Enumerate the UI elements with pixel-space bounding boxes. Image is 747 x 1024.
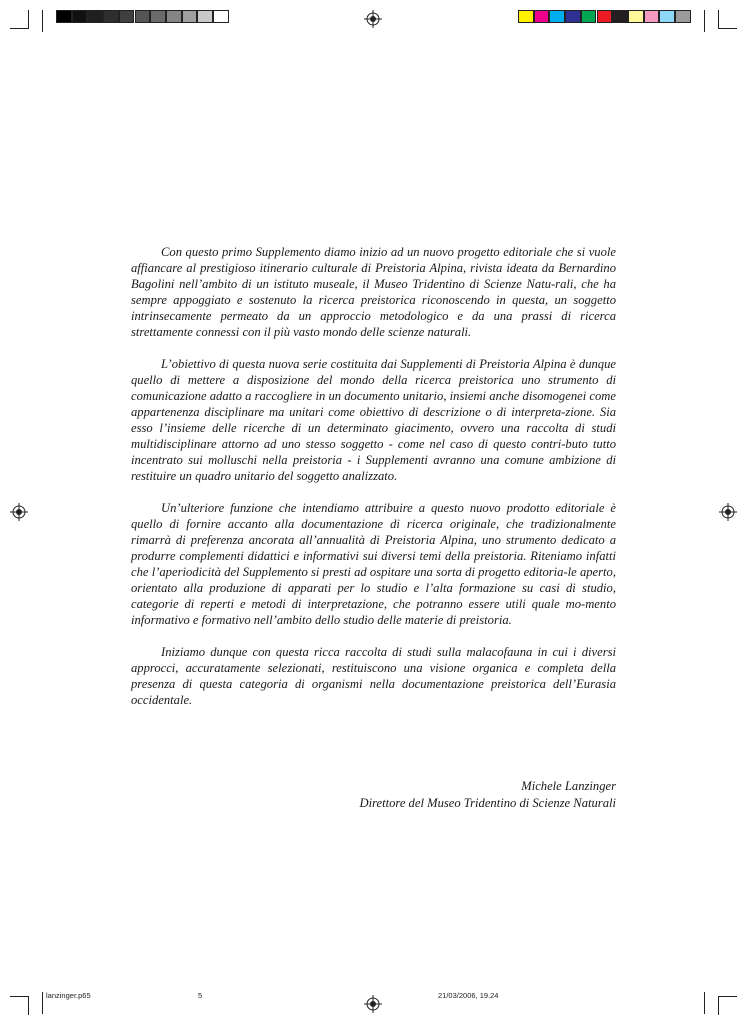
color-swatch [56, 10, 72, 23]
paragraph: Iniziamo dunque con questa ricca raccolta di studi sulla malacofauna in cui i diversi approcci, accuratamente selezionati, restituiscono una visione organica e completa della presenza di questa categoria di organismi nella documentazione preistorica dell’Eurasia occidentale. [131, 645, 616, 707]
signature-name: Michele Lanzinger [521, 779, 616, 793]
footer-datetime: 21/03/2006, 19.24 [438, 991, 499, 1000]
crop-mark [10, 28, 29, 29]
color-swatch [213, 10, 229, 23]
color-swatch [150, 10, 166, 23]
color-swatch [103, 10, 119, 23]
color-swatch [549, 10, 565, 23]
crop-mark [704, 992, 705, 1014]
color-swatch [87, 10, 103, 23]
registration-mark-icon [364, 995, 382, 1013]
color-swatch [581, 10, 597, 23]
crop-mark [704, 10, 705, 32]
crop-mark [10, 996, 29, 997]
crop-mark [28, 996, 29, 1015]
color-swatch [675, 10, 691, 23]
signature-block [359, 778, 616, 812]
crop-mark [718, 996, 719, 1015]
color-swatch [166, 10, 182, 23]
color-swatch [119, 10, 135, 23]
crop-mark [28, 10, 29, 29]
crop-mark [718, 996, 737, 997]
color-swatch [72, 10, 88, 23]
footer-page-number: 5 [198, 991, 203, 1000]
crop-mark [42, 10, 43, 32]
paragraph: Con questo primo Supplemento diamo inizio ad un nuovo progetto editoriale che si vuole affiancare al prestigioso itinerario culturale di Preistoria Alpina, rivista ideata da Bernardino Bagolini nell’ambito di un istituto museale, il Museo Tridentino di Scienze Natu-rali, che ha sempre appoggiato e sostenuto la ricerca preistorica riconoscendo in questa, un soggetto intrinsecamente permeato da un approccio metodologico e da una prassi di ricerca strettamente connessi con il più vasto mondo delle scienze naturali. [131, 245, 616, 339]
registration-mark-icon [719, 503, 737, 521]
color-swatch [659, 10, 675, 23]
crop-mark [42, 992, 43, 1014]
color-swatch [628, 10, 644, 23]
footer-filename: lanzinger.p65 [46, 991, 91, 1000]
color-swatch [612, 10, 628, 23]
registration-mark-icon [10, 503, 28, 521]
color-swatch [518, 10, 534, 23]
signature-title: Direttore del Museo Tridentino di Scienze Naturali [359, 796, 616, 810]
paragraph: Un’ulteriore funzione che intendiamo attribuire a questo nuovo prodotto editoriale è quello di fornire accanto alla documentazione di ricerca originale, che tradizionalmente rimarrà di preferenza ancorata all’annualità di Preistoria Alpina, uno strumento dedicato a produrre complementi didattici e informativi sui diversi temi della preistoria. Riteniamo infatti che l’aperiodicità del Supplemento si presti ad ospitare una sorta di progetto editoria-le aperto, orientato alla produzione di apparati per lo studio e l’alta formazione su casi di studio, categorie di reperti e metodi di interpretazione, che potranno essere utili quale mo-mento informativo e formativo nell’ambito dello studio delle materie di preistoria. [131, 501, 616, 627]
registration-mark-icon [364, 10, 382, 28]
color-swatch [135, 10, 151, 23]
crop-mark [718, 10, 719, 29]
paragraph: L’obiettivo di questa nuova serie costituita dai Supplementi di Preistoria Alpina è dunque quello di mettere a disposizione del mondo della ricerca preistorica uno strumento di comunicazione adatto a raccogliere in un documento unitario, insiemi anche disomogenei come appartenenza disciplinare ma unitari come obiettivo di descrizione o di interpreta-zione. Sia esso l’insieme delle ricerche di un determinato giacimento, ovvero una raccolta di studi multidisciplinare attorno ad uno stesso soggetto - come nel caso di questo contri-buto tutto incentrato sui molluschi nella preistoria - i Supplementi avranno una comune ambizione di restituire un quadro unitario del soggetto analizzato. [131, 357, 616, 483]
crop-mark [718, 28, 737, 29]
color-swatch [597, 10, 613, 23]
color-swatch [182, 10, 198, 23]
color-swatch [197, 10, 213, 23]
preface-body [131, 244, 616, 724]
color-swatch [565, 10, 581, 23]
color-swatch [644, 10, 660, 23]
color-swatch [534, 10, 550, 23]
